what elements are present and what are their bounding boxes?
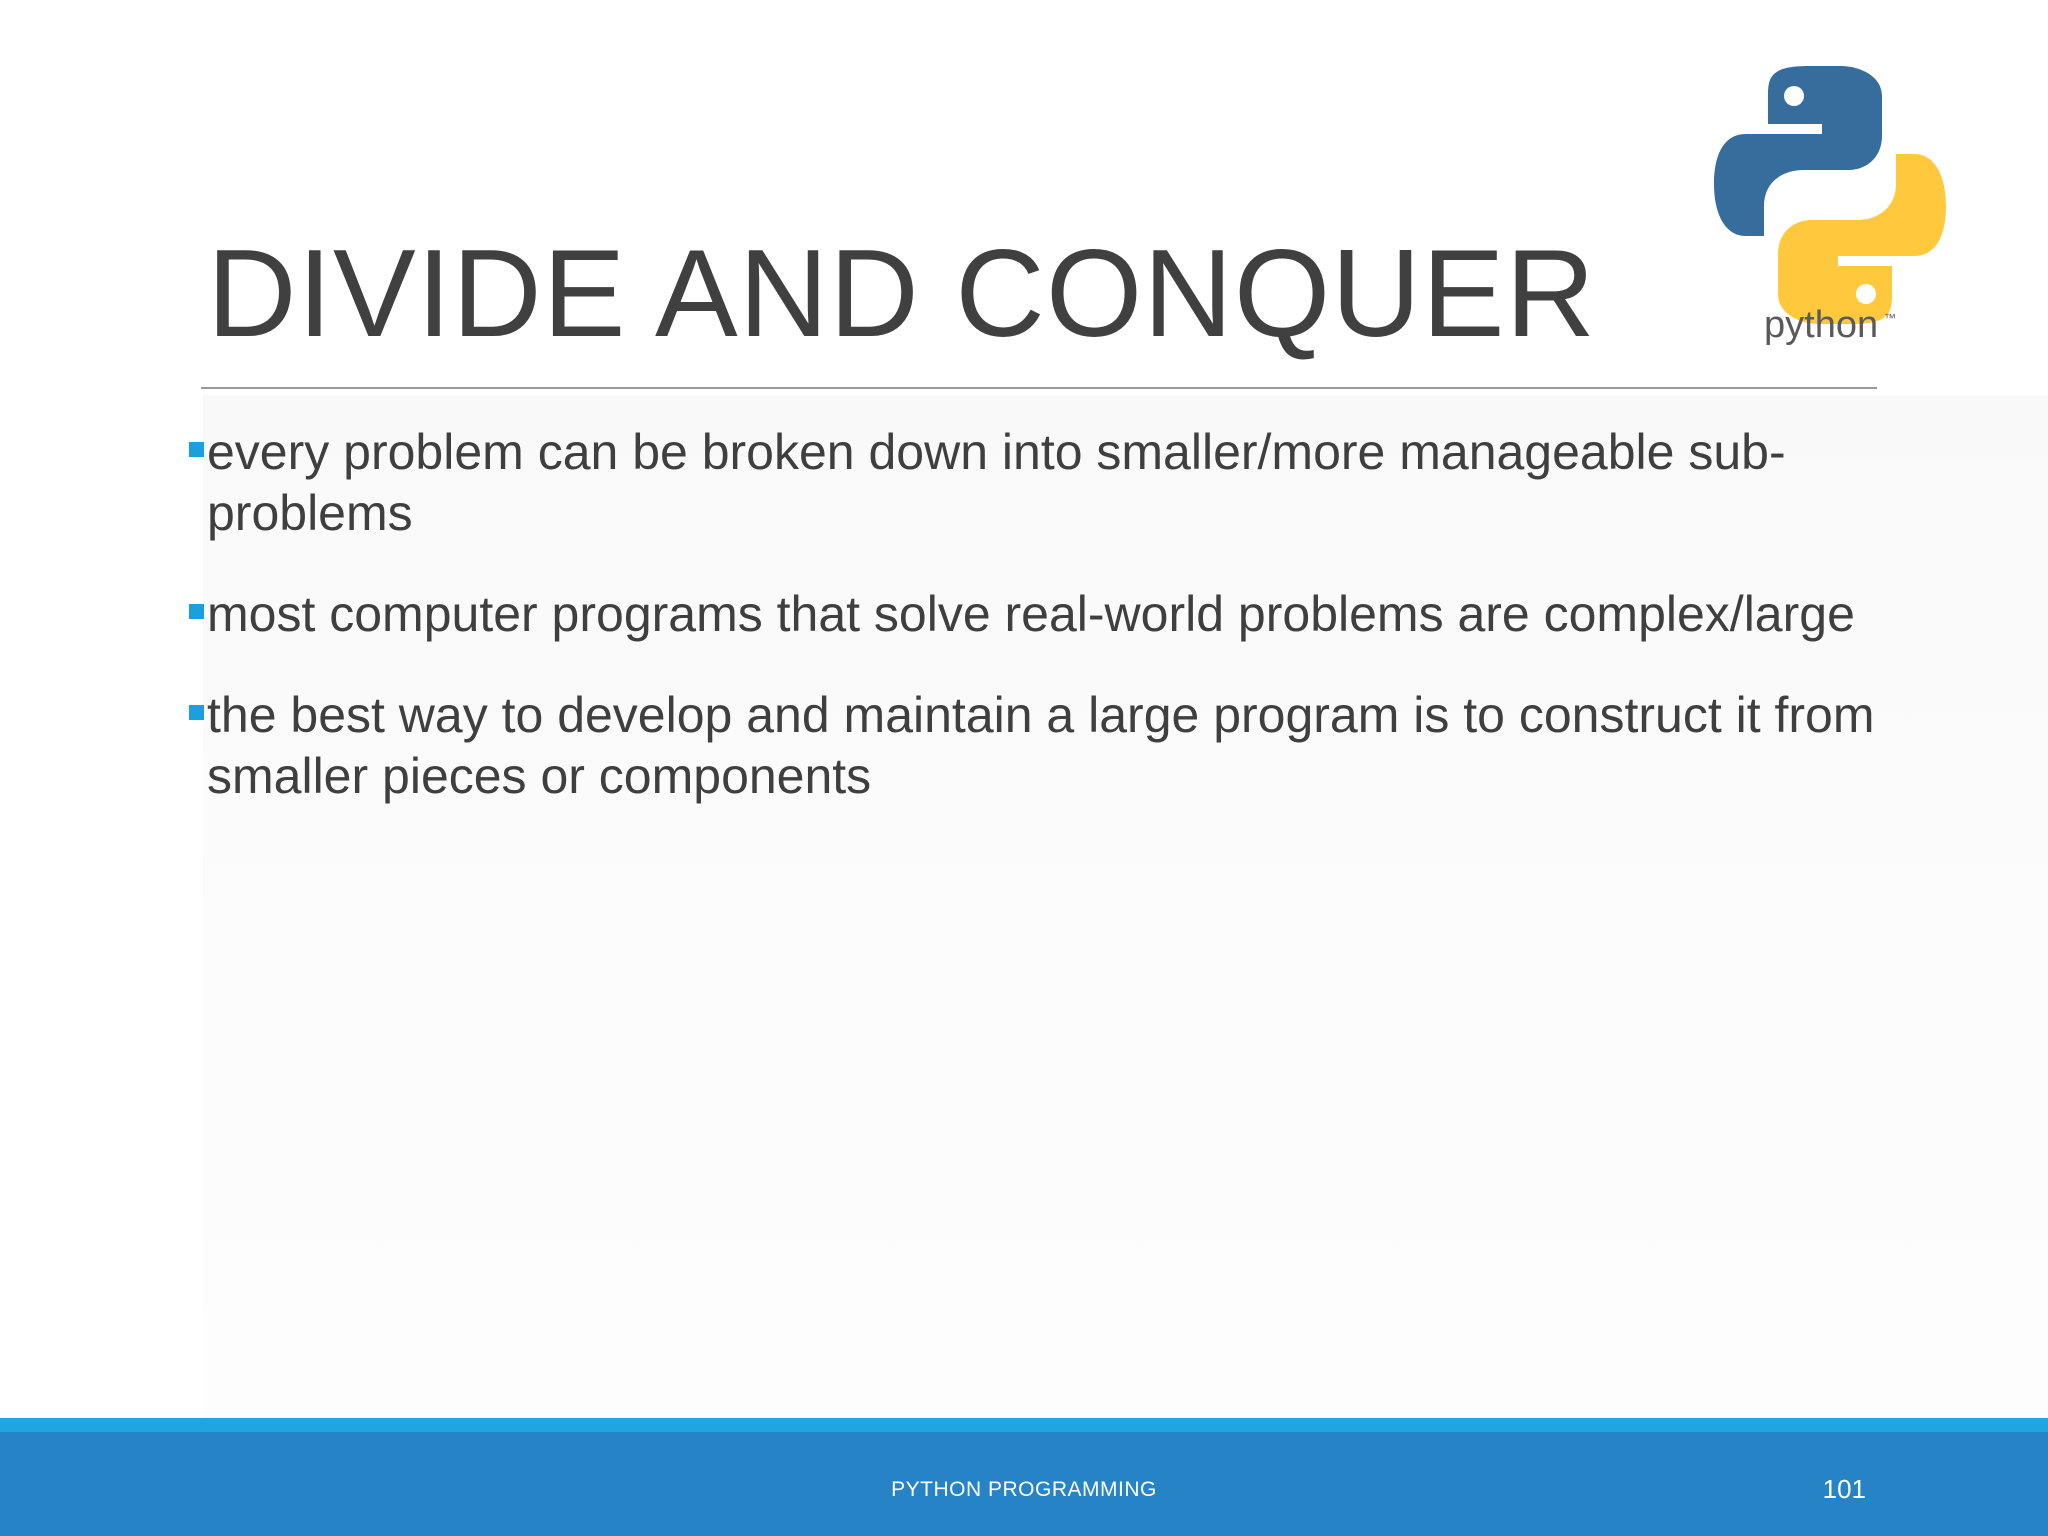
bullet-item <box>188 685 1888 807</box>
bullet-text: most computer programs that solve real-world problems are complex/large <box>207 586 1855 642</box>
bullet-list <box>188 422 1888 847</box>
square-bullet-icon <box>189 442 204 457</box>
bullet-text: every problem can be broken down into smaller/more manageable sub-problems <box>207 424 1786 541</box>
page-number: 101 <box>1822 1474 1866 1504</box>
slide-title: DIVIDE AND CONQUER <box>207 225 1597 363</box>
bullet-text: the best way to develop and maintain a large program is to construct it from smaller pieces or components <box>207 687 1875 804</box>
title-divider <box>201 387 1877 389</box>
python-logo-wordmark: python <box>1764 304 1879 346</box>
python-logo <box>1710 60 1950 350</box>
python-logo-yellow-eye <box>1856 284 1876 304</box>
python-logo-blue-eye <box>1784 86 1804 106</box>
square-bullet-icon <box>189 604 204 619</box>
bullet-item <box>188 422 1888 544</box>
bullet-item <box>188 584 1888 645</box>
footer-accent-stripe <box>0 1418 2048 1432</box>
python-logo-trademark: ™ <box>1884 311 1896 325</box>
square-bullet-icon <box>189 705 204 720</box>
footer-label: PYTHON PROGRAMMING <box>891 1478 1157 1501</box>
